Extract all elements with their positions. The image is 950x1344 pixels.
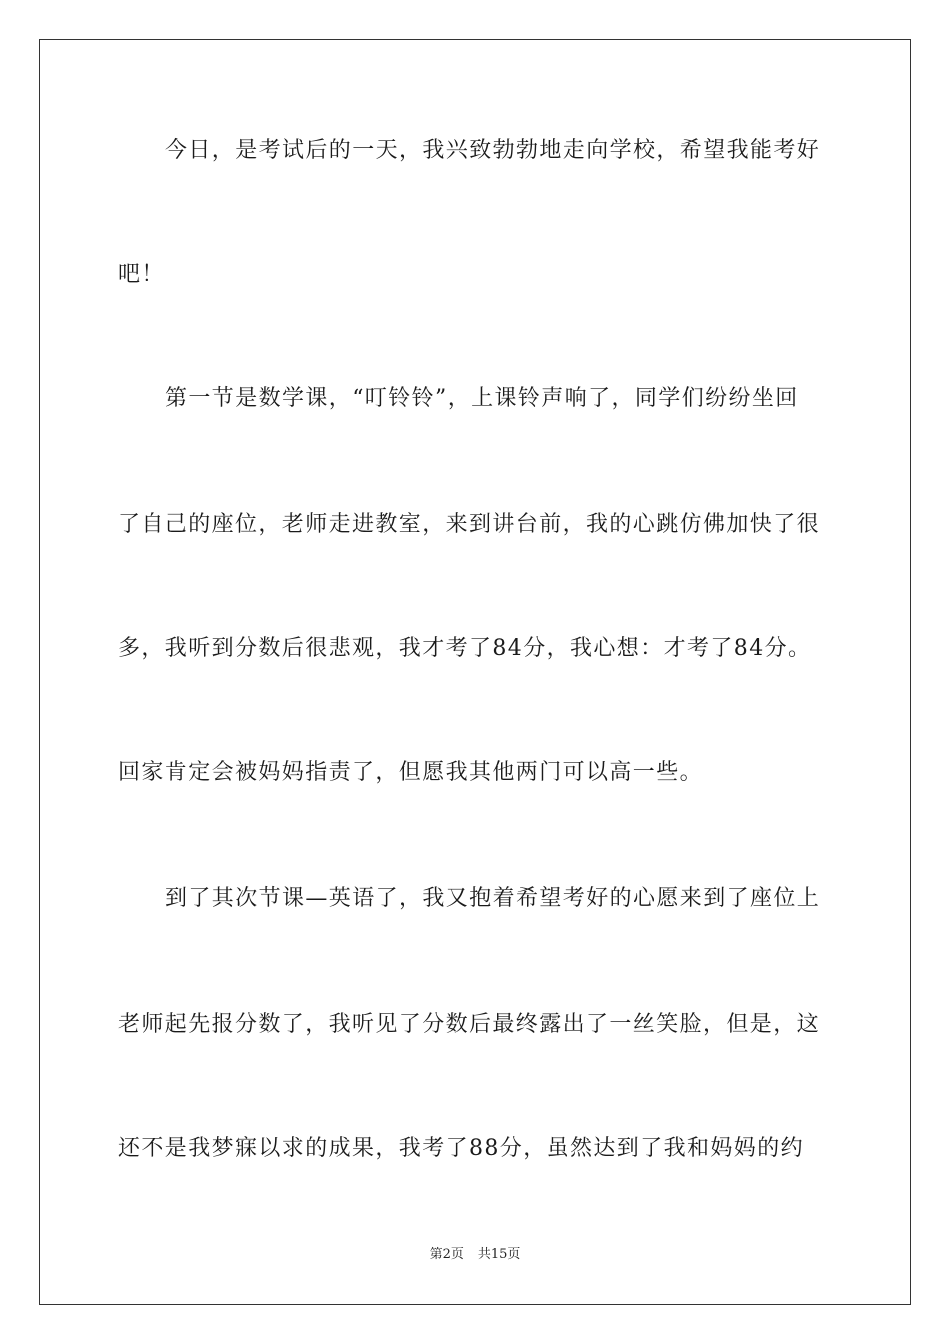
paragraph-line: 了自己的座位，老师走进教室，来到讲台前，我的心跳仿佛加快了很 [118, 512, 821, 537]
paragraph-line: 回家肯定会被妈妈指责了，但愿我其他两门可以高一些。 [118, 760, 704, 785]
paragraph-line: 到了其次节课—英语了，我又抱着希望考好的心愿来到了座位上 [165, 886, 821, 911]
page-total: 共15页 [477, 1247, 521, 1262]
paragraph-line: 今日，是考试后的一天，我兴致勃勃地走向学校，希望我能考好 [165, 138, 821, 163]
paragraph-line: 还不是我梦寐以求的成果，我考了88分，虽然达到了我和妈妈的约 [118, 1136, 804, 1161]
paragraph-line: 吧！ [118, 262, 165, 287]
paragraph-line: 多，我听到分数后很悲观，我才考了84分，我心想：才考了84分。 [118, 636, 812, 661]
paragraph-line: 老师起先报分数了，我听见了分数后最终露出了一丝笑脸，但是，这 [118, 1012, 821, 1037]
paragraph-line: 第一节是数学课，“叮铃铃”，上课铃声响了，同学们纷纷坐回 [165, 386, 799, 411]
page-footer [0, 1246, 950, 1264]
page-number: 第2页 [429, 1247, 464, 1262]
page-border [39, 39, 911, 1305]
